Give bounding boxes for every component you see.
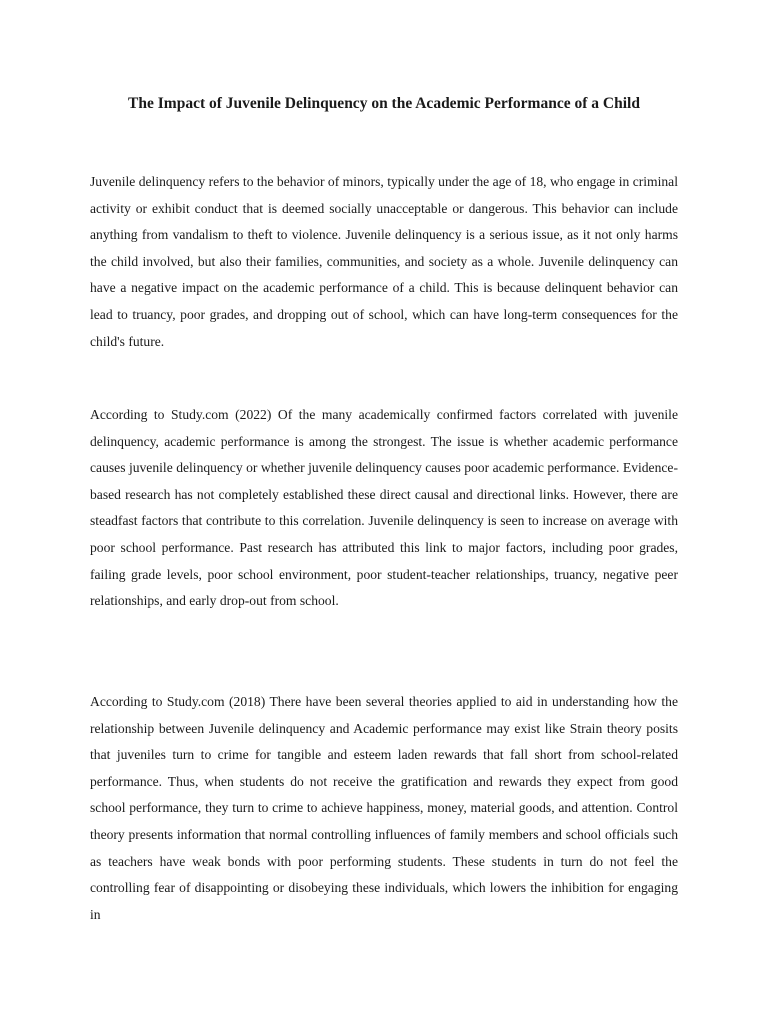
document-title: The Impact of Juvenile Delinquency on the Academic Performance of a Child bbox=[128, 95, 640, 112]
paragraph-study-2018: According to Study.com (2018) There have been several theories applied to aid in understanding how the relationship between Juvenile delinquency and Academic performance may exist like Strain theory posits that juveniles turn to crime for tangible and esteem laden rewards that fall short from school-related performance. Thus, when students do not receive the gratification and rewards they expect from good school performance, they turn to crime to achieve happiness, money, material goods, and attention. Control theory presents information that normal controlling influences of family members and school officials such as teachers have weak bonds with poor performing students. These students in turn do not feel the controlling fear of disappointing or disobeying these individuals, which lowers the inhibition for engaging in bbox=[90, 694, 678, 922]
paragraph-study-2022: According to Study.com (2022) Of the many academically confirmed factors correlated with juvenile delinquency, academic performance is among the strongest. The issue is whether academic performance causes juvenile delinquency or whether juvenile delinquency causes poor academic performance. Evidence-based research has not completely established these direct causal and directional links. However, there are steadfast factors that contribute to this correlation. Juvenile delinquency is seen to increase on average with poor school performance. Past research has attributed this link to major factors, including poor grades, failing grade levels, poor school environment, poor student-teacher relationships, truancy, negative peer relationships, and early drop-out from school. bbox=[90, 407, 678, 609]
paragraph-intro: Juvenile delinquency refers to the behavior of minors, typically under the age of 18, who engage in criminal activity or exhibit conduct that is deemed socially unacceptable or dangerous. This behavior can include anything from vandalism to theft to violence. Juvenile delinquency is a serious issue, as it not only harms the child involved, but also their families, communities, and society as a whole. Juvenile delinquency can have a negative impact on the academic performance of a child. This is because delinquent behavior can lead to truancy, poor grades, and dropping out of school, which can have long-term consequences for the child's future. bbox=[90, 174, 678, 349]
